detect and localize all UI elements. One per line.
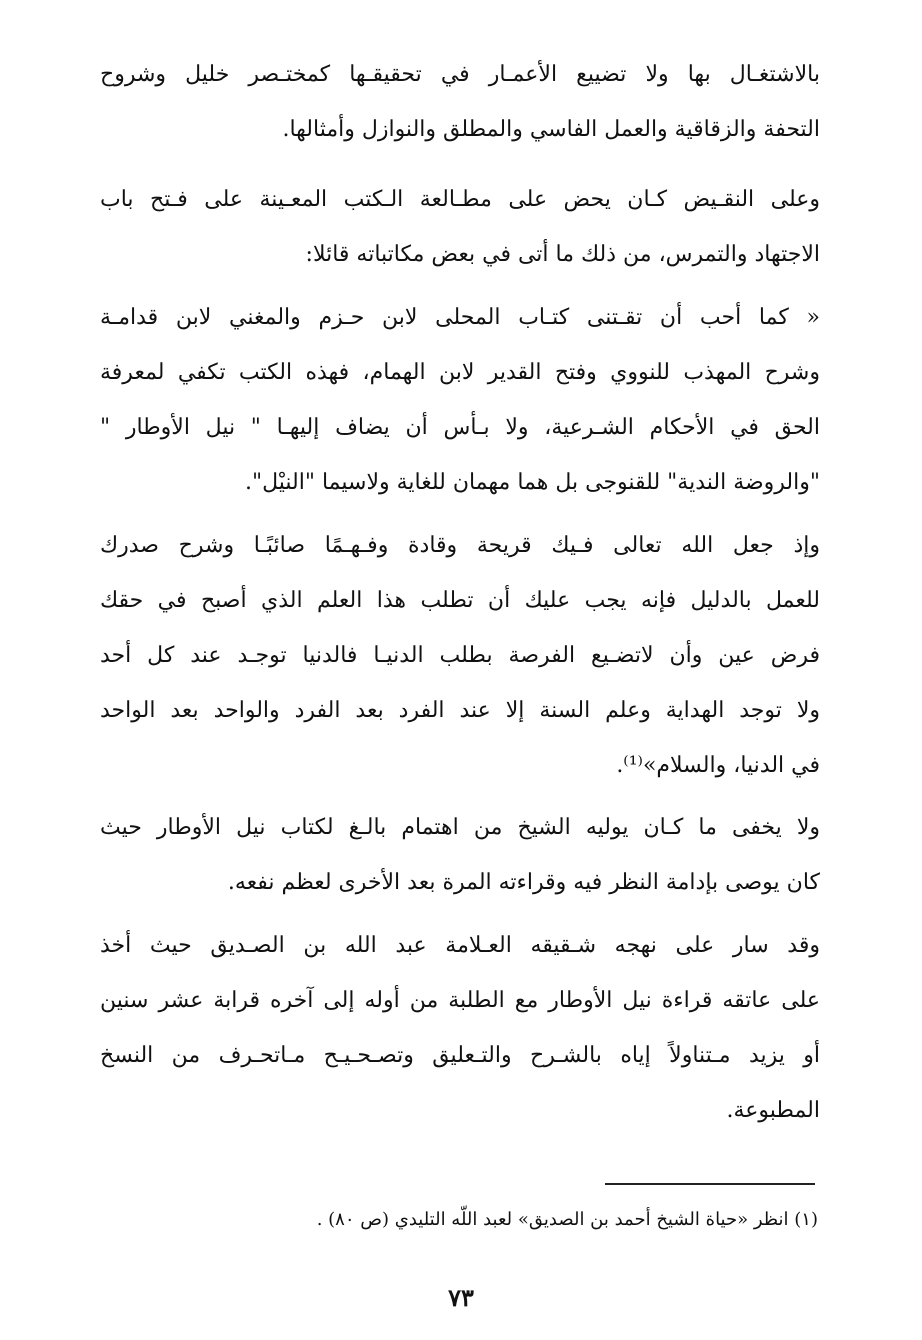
text-line: وعلى النقـيض كـان يحض على مطـالعة الـكتب المعـينة على فـتح باب <box>100 187 820 212</box>
paragraph-4 <box>100 518 820 793</box>
footnote-divider <box>605 1183 815 1185</box>
text-line: المطبوعة. <box>726 1098 820 1123</box>
text-line: وشرح المهذب للنووي وفتح القدير لابن الهمام، فهذه الكتب تكفي لمعرفة <box>100 360 820 385</box>
text-line: بالاشتغـال بها ولا تضييع الأعمـار في تحقيقـها كمختـصر خليل وشروح <box>100 62 820 87</box>
page-number: ٧٣ <box>448 1283 474 1312</box>
footnote: (١) انظر «حياة الشيخ أحمد بن الصديق» لعبد اللّه التليدي (ص ٨٠) . <box>316 1209 818 1230</box>
quote-paragraph <box>100 290 820 510</box>
paragraph-6 <box>100 918 820 1138</box>
paragraph-5 <box>100 800 820 910</box>
text-line: فرض عين وأن لاتضـيع الفرصة بطلب الدنيـا فالدنيا توجـد عند كل أحد <box>100 643 820 668</box>
text-line: على عاتقه قراءة نيل الأوطار مع الطلبة من أوله إلى آخره قرابة عشر سنين <box>100 988 820 1013</box>
text-line: للعمل بالدليل فإنه يجب عليك أن تطلب هذا العلم الذي أصبح في حقك <box>100 588 820 613</box>
text-line: « كما أحب أن تقـتنى كتـاب المحلى لابن حـزم والمغني لابن قدامـة <box>100 305 820 330</box>
text-line: وقد سار على نهجه شـقيقه العـلامة عبد الله بن الصـديق حيث أخذ <box>100 933 820 958</box>
text-line: الحق في الأحكام الشـرعية، ولا بـأس أن يضاف إليهـا " نيل الأوطار " <box>100 415 820 440</box>
text-line: وإذ جعل الله تعالى فـيك قريحة وقادة وفـهـمًا صائبًـا وشرح صدرك <box>100 533 820 558</box>
paragraph-1 <box>100 47 820 157</box>
paragraph-2 <box>100 172 820 282</box>
text-line: ولا توجد الهداية وعلم السنة إلا عند الفرد بعد الفرد والواحد بعد الواحد <box>100 698 820 723</box>
text-line: "والروضة الندية" للقنوجى بل هما مهمان للغاية ولاسيما "النيْل". <box>244 470 820 495</box>
text-line: التحفة والزقاقية والعمل الفاسي والمطلق والنوازل وأمثالها. <box>282 117 820 142</box>
text-line: في الدنيا، والسلام»⁽¹⁾. <box>616 753 820 778</box>
text-line: الاجتهاد والتمرس، من ذلك ما أتى في بعض مكاتباته قائلا: <box>305 242 820 267</box>
text-line: كان يوصى بإدامة النظر فيه وقراءته المرة بعد الأخرى لعظم نفعه. <box>227 870 820 895</box>
text-line: أو يزيد مـتناولاً إياه بالشـرح والتـعليق وتصـحـيـح مـاتحـرف من النسخ <box>100 1043 820 1068</box>
text-line: ولا يخفى ما كـان يوليه الشيخ من اهتمام بالـغ لكتاب نيل الأوطار حيث <box>100 815 820 840</box>
